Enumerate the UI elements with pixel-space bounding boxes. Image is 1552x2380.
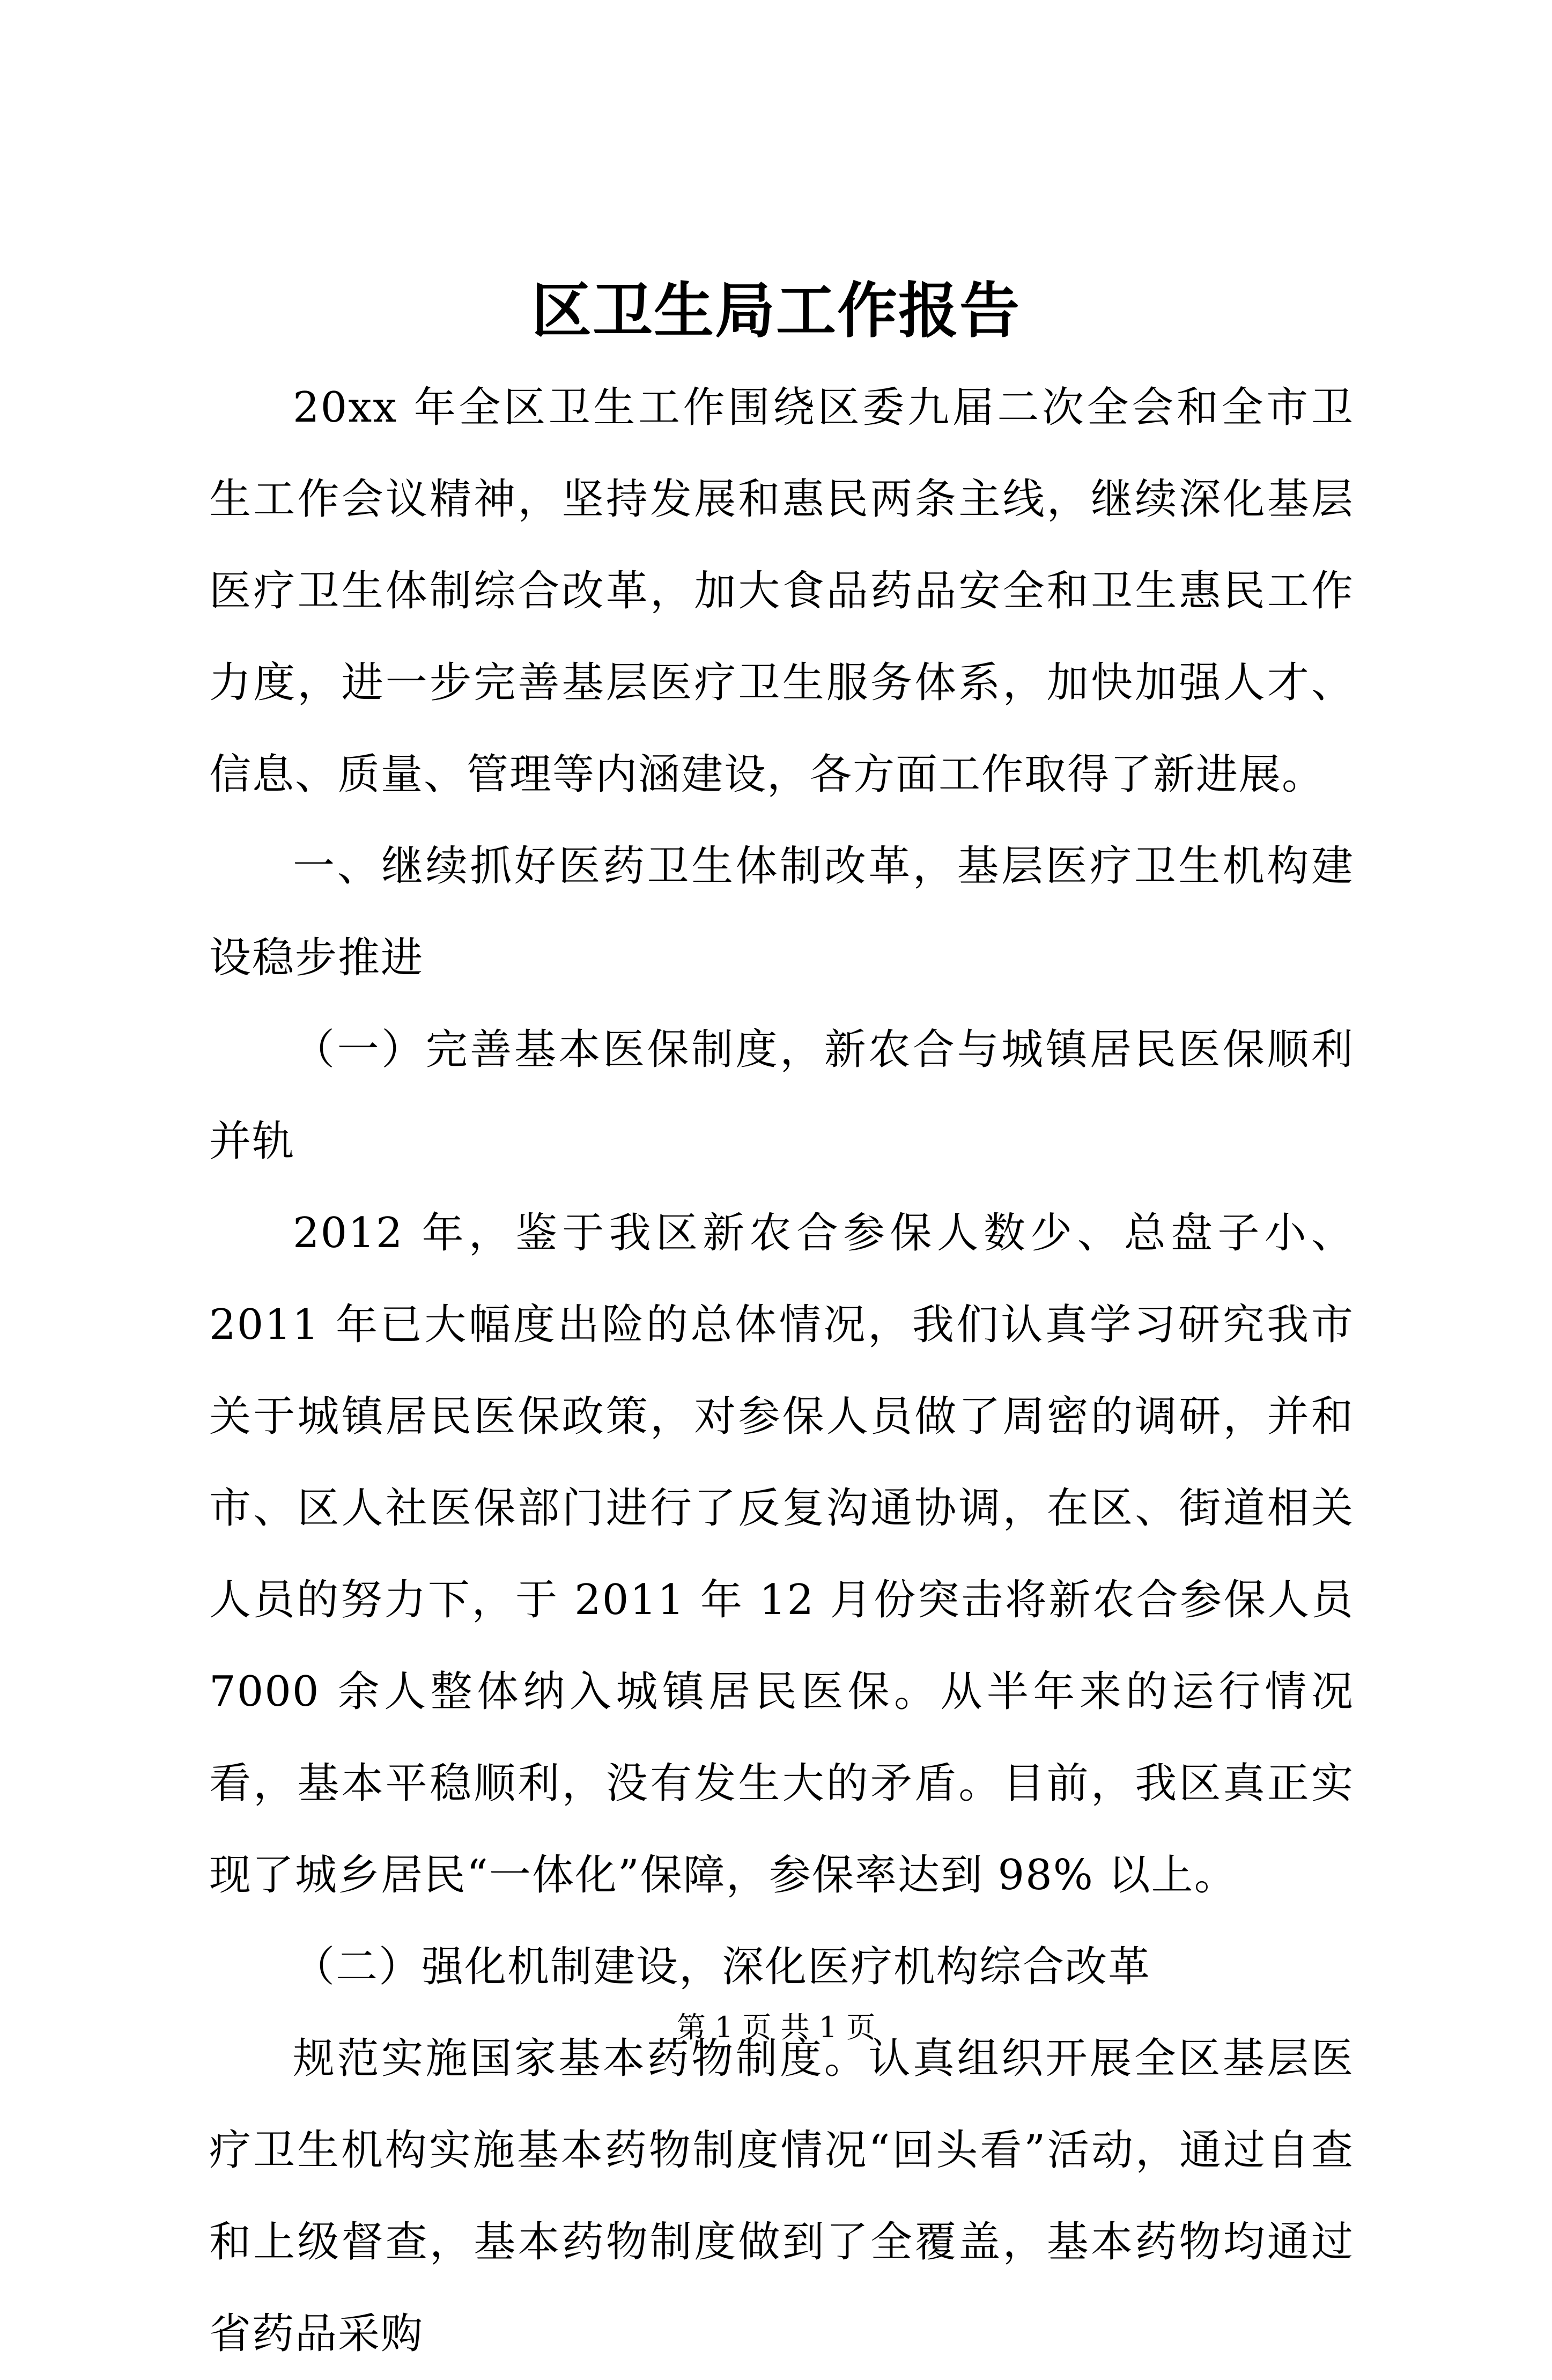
subsection-heading-2: （二）强化机制建设，深化医疗机构综合改革 [293,1943,1151,1991]
document-title: 区卫生局工作报告 [531,276,1021,346]
document-body [209,362,1354,2380]
page-footer: 第 1 页 共 1 页 [676,2010,876,2044]
paragraph-intro: 20xx 年全区卫生工作围绕区委九届二次全会和全市卫生工作会议精神，坚持发展和惠民两条主线，继续深化基层医疗卫生体制综合改革，加大食品药品安全和卫生惠民工作力度，进一步完善基层医疗卫生服务体系，加快加强人才、信息、质量、管理等内涵建设，各方面工作取得了新进展。 [209,384,1354,799]
subsection-heading-1: （一）完善基本医保制度，新农合与城镇居民医保顺利并轨 [209,1026,1354,1166]
paragraph-medical-insurance: 2012 年，鉴于我区新农合参保人数少、总盘子小、2011 年已大幅度出险的总体情况，我们认真学习研究我市关于城镇居民医保政策，对参保人员做了周密的调研，并和市、区人社医保部门进行了反复沟通协调，在区、街道相关人员的努力下，于 2011 年 12 月份突击将新农合参保人员 7000 余人整体纳入城镇居民医保。从半年来的运行情况看，基本平稳顺利，没有发生大的矛盾。目前，我区真正实现了城乡居民“一体化”保障，参保率达到 98% 以上。 [209,1209,1354,1899]
paragraph-essential-drugs: 规范实施国家基本药物制度。认真组织开展全区基层医疗卫生机构实施基本药物制度情况“回头看”活动，通过自查和上级督查，基本药物制度做到了全覆盖，基本药物均通过省药品采购 [209,2035,1354,2358]
section-heading-1: 一、继续抓好医药卫生体制改革，基层医疗卫生机构建设稳步推进 [209,842,1354,982]
